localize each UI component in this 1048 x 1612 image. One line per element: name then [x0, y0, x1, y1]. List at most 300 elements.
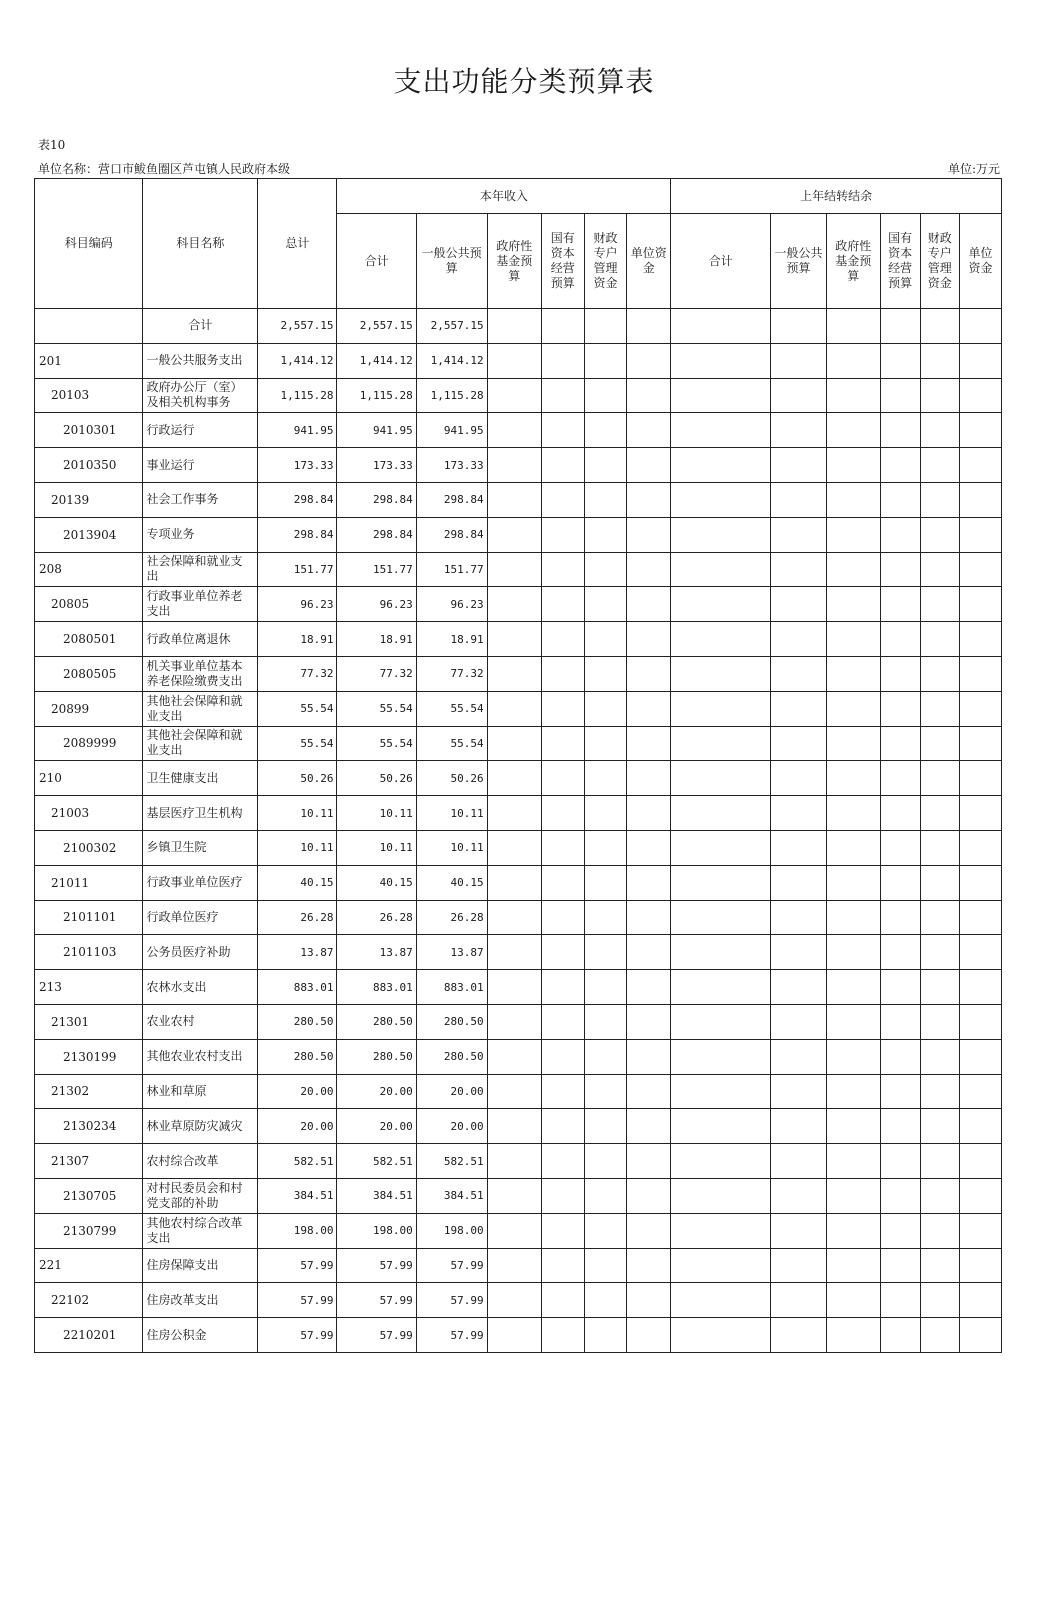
cell-cy-fund: [487, 448, 541, 483]
cell-py-state-capital: [880, 482, 920, 517]
cell-code: 2210201: [35, 1318, 143, 1353]
cell-name: 社会保障和就业支出: [143, 552, 258, 587]
cell-py-fiscal-special: [920, 1039, 960, 1074]
cell-total: 20.00: [258, 1074, 337, 1109]
cell-py-fiscal-special: [920, 309, 960, 344]
cell-py-sum: [671, 726, 771, 761]
cell-cy-general: 77.32: [416, 656, 487, 691]
cell-py-fund: [826, 1213, 880, 1248]
cell-cy-fiscal-special: [584, 1144, 627, 1179]
cell-py-fiscal-special: [920, 1318, 960, 1353]
cell-cy-sum: 10.11: [337, 830, 416, 865]
cell-py-fund: [826, 1074, 880, 1109]
header-current-year: 本年收入: [337, 179, 671, 214]
cell-cy-fund: [487, 622, 541, 657]
table-row: [35, 900, 1002, 935]
cell-cy-fiscal-special: [584, 413, 627, 448]
cell-code: 201: [35, 343, 143, 378]
cell-cy-sum: 57.99: [337, 1318, 416, 1353]
cell-cy-fiscal-special: [584, 830, 627, 865]
cell-name: 公务员医疗补助: [143, 935, 258, 970]
header-cy-unit: 单位资金: [627, 214, 671, 309]
cell-total: 18.91: [258, 622, 337, 657]
cell-cy-fiscal-special: [584, 1213, 627, 1248]
cell-py-sum: [671, 1004, 771, 1039]
cell-py-fiscal-special: [920, 1213, 960, 1248]
cell-name: 行政事业单位养老支出: [143, 587, 258, 622]
cell-py-sum: [671, 552, 771, 587]
cell-py-state-capital: [880, 1144, 920, 1179]
cell-py-fiscal-special: [920, 865, 960, 900]
cell-cy-general: 173.33: [416, 448, 487, 483]
cell-cy-general: 20.00: [416, 1074, 487, 1109]
cell-py-unit: [960, 587, 1002, 622]
cell-py-fund: [826, 691, 880, 726]
cell-cy-unit: [627, 587, 671, 622]
cell-py-state-capital: [880, 448, 920, 483]
table-row: [35, 482, 1002, 517]
cell-cy-sum: 40.15: [337, 865, 416, 900]
cell-py-general: [771, 622, 826, 657]
cell-cy-sum: 20.00: [337, 1109, 416, 1144]
cell-cy-unit: [627, 1074, 671, 1109]
cell-py-fiscal-special: [920, 691, 960, 726]
cell-name: 基层医疗卫生机构: [143, 796, 258, 831]
cell-py-sum: [671, 378, 771, 413]
cell-py-general: [771, 1074, 826, 1109]
cell-name: 其他农村综合改革支出: [143, 1213, 258, 1248]
cell-cy-sum: 50.26: [337, 761, 416, 796]
cell-py-fiscal-special: [920, 1004, 960, 1039]
cell-cy-general: 57.99: [416, 1318, 487, 1353]
table-row: [35, 1283, 1002, 1318]
cell-cy-sum: 55.54: [337, 726, 416, 761]
cell-cy-sum: 10.11: [337, 796, 416, 831]
cell-cy-fund: [487, 482, 541, 517]
cell-py-unit: [960, 622, 1002, 657]
cell-py-state-capital: [880, 1213, 920, 1248]
table-header: [35, 179, 1002, 309]
cell-py-fiscal-special: [920, 1178, 960, 1213]
cell-cy-general: 55.54: [416, 691, 487, 726]
cell-py-fund: [826, 1109, 880, 1144]
table-row: [35, 726, 1002, 761]
cell-cy-state-capital: [541, 343, 584, 378]
cell-py-unit: [960, 970, 1002, 1005]
header-py-state-capital: 国有资本经营预算: [880, 214, 920, 309]
cell-py-sum: [671, 1178, 771, 1213]
cell-total: 13.87: [258, 935, 337, 970]
cell-py-general: [771, 413, 826, 448]
cell-py-state-capital: [880, 796, 920, 831]
cell-py-fund: [826, 1248, 880, 1283]
cell-py-fund: [826, 865, 880, 900]
cell-cy-fund: [487, 1074, 541, 1109]
cell-cy-sum: 57.99: [337, 1248, 416, 1283]
cell-py-unit: [960, 482, 1002, 517]
header-cy-state-capital: 国有资本经营预算: [541, 214, 584, 309]
cell-py-state-capital: [880, 1178, 920, 1213]
cell-py-general: [771, 482, 826, 517]
table-number: 表10: [38, 138, 66, 152]
cell-cy-general: 298.84: [416, 482, 487, 517]
cell-cy-sum: 20.00: [337, 1074, 416, 1109]
cell-py-sum: [671, 413, 771, 448]
table-row: [35, 1248, 1002, 1283]
cell-cy-fund: [487, 935, 541, 970]
cell-cy-general: 198.00: [416, 1213, 487, 1248]
cell-py-sum: [671, 1213, 771, 1248]
cell-py-state-capital: [880, 1004, 920, 1039]
table-row: [35, 622, 1002, 657]
cell-cy-sum: 77.32: [337, 656, 416, 691]
cell-py-sum: [671, 970, 771, 1005]
cell-py-state-capital: [880, 587, 920, 622]
cell-py-state-capital: [880, 1318, 920, 1353]
header-code: 科目编码: [35, 179, 143, 309]
cell-py-fiscal-special: [920, 761, 960, 796]
cell-py-sum: [671, 587, 771, 622]
cell-cy-fund: [487, 1178, 541, 1213]
cell-name: 行政运行: [143, 413, 258, 448]
cell-cy-fund: [487, 413, 541, 448]
cell-cy-general: 941.95: [416, 413, 487, 448]
table-row: [35, 1004, 1002, 1039]
cell-code: 213: [35, 970, 143, 1005]
cell-py-state-capital: [880, 830, 920, 865]
cell-py-unit: [960, 935, 1002, 970]
table-row: [35, 1318, 1002, 1353]
table-row: [35, 1178, 1002, 1213]
cell-py-fund: [826, 1283, 880, 1318]
cell-cy-general: 2,557.15: [416, 309, 487, 344]
cell-py-state-capital: [880, 865, 920, 900]
cell-py-sum: [671, 1144, 771, 1179]
cell-py-state-capital: [880, 900, 920, 935]
cell-py-sum: [671, 1074, 771, 1109]
cell-cy-general: 582.51: [416, 1144, 487, 1179]
cell-py-sum: [671, 448, 771, 483]
cell-py-fiscal-special: [920, 726, 960, 761]
cell-cy-fund: [487, 1318, 541, 1353]
cell-py-unit: [960, 691, 1002, 726]
currency-unit: 单位:万元: [947, 162, 1000, 176]
cell-total: 941.95: [258, 413, 337, 448]
cell-cy-sum: 2,557.15: [337, 309, 416, 344]
cell-py-unit: [960, 1248, 1002, 1283]
cell-name: 一般公共服务支出: [143, 343, 258, 378]
cell-cy-fiscal-special: [584, 761, 627, 796]
cell-total: 1,414.12: [258, 343, 337, 378]
cell-py-fiscal-special: [920, 900, 960, 935]
cell-py-general: [771, 1109, 826, 1144]
cell-cy-state-capital: [541, 1109, 584, 1144]
cell-cy-sum: 96.23: [337, 587, 416, 622]
cell-cy-general: 57.99: [416, 1283, 487, 1318]
cell-py-state-capital: [880, 970, 920, 1005]
cell-cy-unit: [627, 1109, 671, 1144]
cell-cy-general: 1,115.28: [416, 378, 487, 413]
cell-cy-fund: [487, 517, 541, 552]
cell-cy-fund: [487, 552, 541, 587]
cell-py-fiscal-special: [920, 378, 960, 413]
cell-py-fund: [826, 970, 880, 1005]
cell-name: 行政单位离退休: [143, 622, 258, 657]
cell-cy-unit: [627, 343, 671, 378]
cell-cy-unit: [627, 482, 671, 517]
cell-cy-fiscal-special: [584, 1248, 627, 1283]
cell-py-fiscal-special: [920, 1283, 960, 1318]
cell-py-general: [771, 830, 826, 865]
header-py-unit: 单位资金: [960, 214, 1002, 309]
cell-cy-state-capital: [541, 900, 584, 935]
cell-cy-fiscal-special: [584, 482, 627, 517]
table-row: [35, 587, 1002, 622]
cell-py-fund: [826, 448, 880, 483]
cell-py-sum: [671, 691, 771, 726]
cell-py-unit: [960, 1004, 1002, 1039]
cell-py-general: [771, 656, 826, 691]
cell-cy-fiscal-special: [584, 1074, 627, 1109]
cell-code: 221: [35, 1248, 143, 1283]
cell-code: 21003: [35, 796, 143, 831]
cell-name: 其他社会保障和就业支出: [143, 726, 258, 761]
cell-cy-unit: [627, 1004, 671, 1039]
cell-py-sum: [671, 1318, 771, 1353]
cell-cy-fund: [487, 796, 541, 831]
cell-code: 21011: [35, 865, 143, 900]
cell-py-fiscal-special: [920, 587, 960, 622]
cell-cy-general: 18.91: [416, 622, 487, 657]
cell-cy-sum: 941.95: [337, 413, 416, 448]
cell-py-fund: [826, 830, 880, 865]
cell-cy-unit: [627, 656, 671, 691]
cell-py-sum: [671, 796, 771, 831]
cell-cy-sum: 55.54: [337, 691, 416, 726]
table-row: [35, 1039, 1002, 1074]
header-cy-general: 一般公共预算: [416, 214, 487, 309]
cell-total: 10.11: [258, 796, 337, 831]
cell-py-unit: [960, 1039, 1002, 1074]
cell-py-sum: [671, 517, 771, 552]
cell-cy-unit: [627, 900, 671, 935]
cell-py-fiscal-special: [920, 796, 960, 831]
cell-cy-general: 57.99: [416, 1248, 487, 1283]
cell-py-fund: [826, 482, 880, 517]
cell-py-state-capital: [880, 935, 920, 970]
cell-py-general: [771, 761, 826, 796]
cell-py-fiscal-special: [920, 935, 960, 970]
cell-py-unit: [960, 830, 1002, 865]
cell-name: 农业农村: [143, 1004, 258, 1039]
cell-cy-sum: 18.91: [337, 622, 416, 657]
cell-cy-sum: 1,115.28: [337, 378, 416, 413]
cell-total: 10.11: [258, 830, 337, 865]
cell-cy-general: 40.15: [416, 865, 487, 900]
table-row: [35, 1074, 1002, 1109]
cell-name: 行政单位医疗: [143, 900, 258, 935]
cell-name: 住房改革支出: [143, 1283, 258, 1318]
cell-py-fund: [826, 935, 880, 970]
cell-code: 20899: [35, 691, 143, 726]
cell-cy-general: 1,414.12: [416, 343, 487, 378]
cell-cy-state-capital: [541, 1248, 584, 1283]
cell-name: 社会工作事务: [143, 482, 258, 517]
cell-py-state-capital: [880, 309, 920, 344]
table-row: [35, 761, 1002, 796]
cell-code: 2100302: [35, 830, 143, 865]
cell-name: 其他农业农村支出: [143, 1039, 258, 1074]
cell-cy-state-capital: [541, 1074, 584, 1109]
cell-cy-unit: [627, 448, 671, 483]
cell-py-fiscal-special: [920, 448, 960, 483]
cell-py-fiscal-special: [920, 830, 960, 865]
cell-total: 582.51: [258, 1144, 337, 1179]
cell-code: 2010301: [35, 413, 143, 448]
cell-cy-general: 151.77: [416, 552, 487, 587]
cell-cy-state-capital: [541, 413, 584, 448]
cell-py-fiscal-special: [920, 517, 960, 552]
cell-py-fiscal-special: [920, 1074, 960, 1109]
cell-name: 其他社会保障和就业支出: [143, 691, 258, 726]
cell-cy-state-capital: [541, 1283, 584, 1318]
cell-cy-general: 50.26: [416, 761, 487, 796]
cell-py-general: [771, 1178, 826, 1213]
cell-cy-state-capital: [541, 691, 584, 726]
cell-cy-sum: 1,414.12: [337, 343, 416, 378]
cell-cy-general: 298.84: [416, 517, 487, 552]
cell-cy-fiscal-special: [584, 1178, 627, 1213]
cell-py-state-capital: [880, 413, 920, 448]
header-name: 科目名称: [143, 179, 258, 309]
cell-py-general: [771, 1039, 826, 1074]
cell-cy-state-capital: [541, 761, 584, 796]
cell-total: 55.54: [258, 726, 337, 761]
cell-cy-unit: [627, 1039, 671, 1074]
cell-py-fund: [826, 343, 880, 378]
cell-name: 对村民委员会和村党支部的补助: [143, 1178, 258, 1213]
table-row: [35, 448, 1002, 483]
cell-py-unit: [960, 448, 1002, 483]
cell-py-fund: [826, 1178, 880, 1213]
cell-py-unit: [960, 1074, 1002, 1109]
cell-py-fiscal-special: [920, 622, 960, 657]
cell-total: 298.84: [258, 517, 337, 552]
table-row: [35, 1213, 1002, 1248]
cell-py-unit: [960, 413, 1002, 448]
cell-py-unit: [960, 900, 1002, 935]
cell-code: 2130705: [35, 1178, 143, 1213]
cell-code: 20139: [35, 482, 143, 517]
cell-py-state-capital: [880, 343, 920, 378]
cell-cy-fiscal-special: [584, 726, 627, 761]
cell-py-general: [771, 587, 826, 622]
cell-cy-fund: [487, 656, 541, 691]
cell-py-fiscal-special: [920, 413, 960, 448]
table-row: [35, 552, 1002, 587]
cell-total: 57.99: [258, 1248, 337, 1283]
cell-cy-state-capital: [541, 448, 584, 483]
cell-py-fund: [826, 552, 880, 587]
cell-py-fund: [826, 761, 880, 796]
cell-py-sum: [671, 900, 771, 935]
cell-cy-sum: 26.28: [337, 900, 416, 935]
table-row: [35, 309, 1002, 344]
cell-py-general: [771, 309, 826, 344]
cell-cy-state-capital: [541, 378, 584, 413]
table-row: [35, 517, 1002, 552]
cell-py-sum: [671, 865, 771, 900]
cell-py-unit: [960, 796, 1002, 831]
cell-cy-unit: [627, 622, 671, 657]
cell-total: 384.51: [258, 1178, 337, 1213]
cell-cy-unit: [627, 1283, 671, 1318]
table-row: [35, 830, 1002, 865]
cell-cy-unit: [627, 970, 671, 1005]
cell-cy-state-capital: [541, 970, 584, 1005]
cell-code: 2013904: [35, 517, 143, 552]
cell-cy-fund: [487, 691, 541, 726]
cell-py-state-capital: [880, 1248, 920, 1283]
cell-cy-fiscal-special: [584, 309, 627, 344]
cell-py-state-capital: [880, 378, 920, 413]
header-total: 总计: [258, 179, 337, 309]
cell-cy-sum: 298.84: [337, 482, 416, 517]
cell-cy-unit: [627, 1144, 671, 1179]
cell-cy-sum: 151.77: [337, 552, 416, 587]
cell-py-general: [771, 1144, 826, 1179]
cell-py-unit: [960, 726, 1002, 761]
cell-code: 2130234: [35, 1109, 143, 1144]
cell-cy-sum: 883.01: [337, 970, 416, 1005]
cell-code: 2130799: [35, 1213, 143, 1248]
cell-py-state-capital: [880, 552, 920, 587]
cell-total: 40.15: [258, 865, 337, 900]
cell-py-general: [771, 343, 826, 378]
cell-py-state-capital: [880, 1109, 920, 1144]
cell-cy-fund: [487, 343, 541, 378]
cell-cy-state-capital: [541, 622, 584, 657]
cell-py-general: [771, 865, 826, 900]
table-row: [35, 1109, 1002, 1144]
cell-total: 55.54: [258, 691, 337, 726]
cell-name: 住房公积金: [143, 1318, 258, 1353]
cell-py-fund: [826, 726, 880, 761]
cell-total: 198.00: [258, 1213, 337, 1248]
cell-cy-sum: 173.33: [337, 448, 416, 483]
cell-total: 298.84: [258, 482, 337, 517]
cell-py-state-capital: [880, 656, 920, 691]
cell-py-unit: [960, 865, 1002, 900]
cell-cy-sum: 57.99: [337, 1283, 416, 1318]
cell-cy-state-capital: [541, 482, 584, 517]
cell-py-fund: [826, 309, 880, 344]
cell-cy-sum: 198.00: [337, 1213, 416, 1248]
cell-cy-unit: [627, 796, 671, 831]
cell-total: 77.32: [258, 656, 337, 691]
cell-total: 57.99: [258, 1283, 337, 1318]
cell-cy-unit: [627, 552, 671, 587]
cell-py-sum: [671, 1109, 771, 1144]
cell-cy-unit: [627, 517, 671, 552]
cell-py-unit: [960, 552, 1002, 587]
cell-cy-state-capital: [541, 1213, 584, 1248]
cell-py-general: [771, 1248, 826, 1283]
cell-total: 2,557.15: [258, 309, 337, 344]
cell-cy-fiscal-special: [584, 865, 627, 900]
cell-cy-state-capital: [541, 1144, 584, 1179]
cell-cy-general: 280.50: [416, 1004, 487, 1039]
